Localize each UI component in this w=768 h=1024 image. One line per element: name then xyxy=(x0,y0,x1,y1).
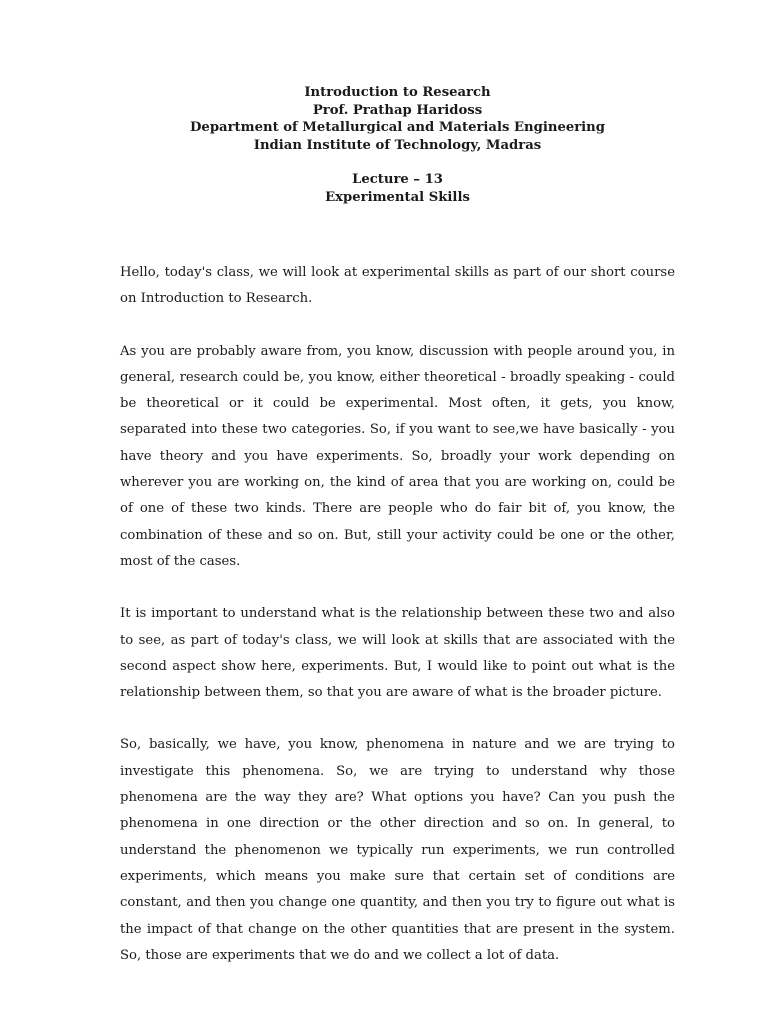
institute-name: Indian Institute of Technology, Madras xyxy=(253,137,542,153)
lecture-block xyxy=(120,171,675,206)
document-page xyxy=(120,84,675,995)
paragraph-4: So, basically, we have, you know, phenomena in nature and we are trying to investigate this phenomena. So, we are trying to understand why those phenomena are the way they are? What options you have? Can you push the phenomena in one direction or the other direction and so on. In general, to understand the phenomenon we typically run experiments, we run controlled experiments, which means you make sure that certain set of conditions are constant, and then you change one quantity, and then you try to figure out what is the impact of that change on the other quantities that are present in the system. So, those are experiments that we do and we collect a lot of data. xyxy=(120,737,675,963)
document-header xyxy=(120,84,675,206)
document-body xyxy=(120,260,675,969)
lecture-title: Experimental Skills xyxy=(325,189,470,205)
professor-name: Prof. Prathap Haridoss xyxy=(312,102,483,118)
paragraph-2: As you are probably aware from, you know, discussion with people around you, in general, research could be, you know, either theoretical - broadly speaking - could be theoretical or it could be experimental. Most often, it gets, you know, separated into these two categories. So, if you want to see,we have basically - you have theory and you have experiments. So, broadly your work depending on wherever you are working on, the kind of area that you are working on, could be of one of these two kinds. There are people who do fair bit of, you know, the combination of these and so on. But, still your activity could be one or the other, most of the cases. xyxy=(120,343,675,569)
department-name: Department of Metallurgical and Materials Engineering xyxy=(190,120,605,135)
lecture-number: Lecture – 13 xyxy=(352,172,443,187)
course-title: Introduction to Research xyxy=(304,85,491,100)
paragraph-1: Hello, today's class, we will look at experimental skills as part of our short course on Introduction to Research. xyxy=(120,265,675,307)
paragraph-3: It is important to understand what is the relationship between these two and also to see, as part of today's class, we will look at skills that are associated with the second aspect show here, experiments. But, I would like to point out what is the relationship between them, so that you are aware of what is the broader picture. xyxy=(120,606,675,701)
